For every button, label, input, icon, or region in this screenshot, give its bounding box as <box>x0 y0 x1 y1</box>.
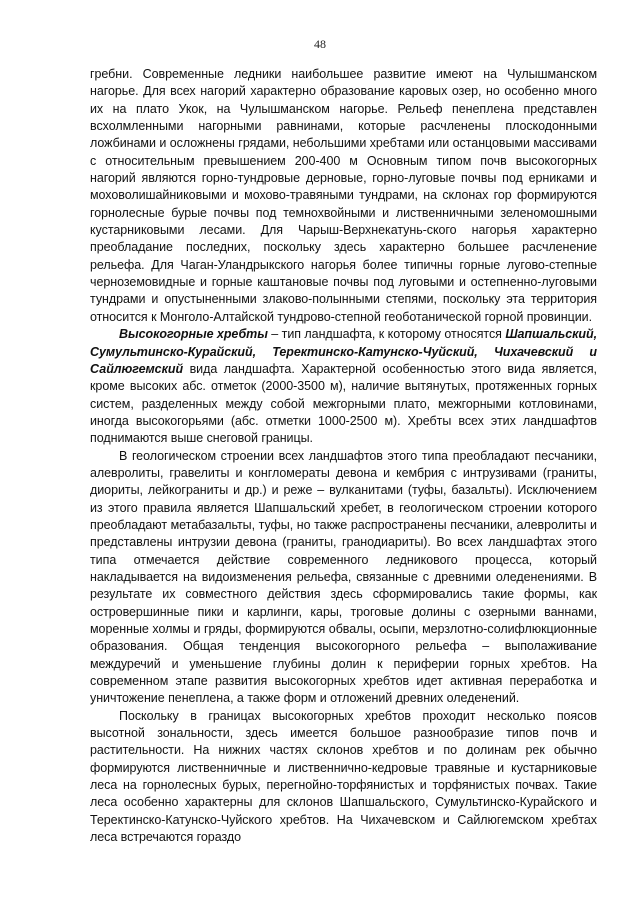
body-text <box>90 66 597 846</box>
paragraph-2 <box>90 326 597 447</box>
term-high-mountain-ridges: Высокогорные хребты <box>119 327 268 342</box>
ridge-names: Шапшальский, Сумультинско-Курайский, Теректинско-Катунско-Чуйский, Чихачевский и Сайлюгемский <box>90 327 597 376</box>
paragraph-1: гребни. Современные ледники наибольшее развитие имеют на Чулышманском нагорье. Для всех нагорий характерно образование каровых озер, но особенно много их на плато Укок, на Чулышманском нагорье. Рельеф пенеплена представлен всхолмленными нагорными равнинами, которые расчленены плоскодонными ложбинами и осложнены грядами, небольшими хребтами или останцовыми массивами с относительным превышением 200-400 м Основным типом почв высокогорных нагорий являются горно-тундровые дерновые, горно-луговые почвы под ерниками и моховолишайниковыми и мохово-травяными тундрами, на склонах гор формируются горнолесные бурые почвы под темнохвойными и лиственничными зеленомошными кустарниковыми лесами. Для Чарыш-Верхнекатунь-ского нагорья характерно преобладание последних, поскольку здесь характерно большее расчленение рельефа. Для Чаган-Уландрыкского нагорья более типичны горные лугово-степные черноземовидные и горные каштановые почвы под луговыми и остепненно-луговыми тундрами и опустыненными злаково-полынными степями, поскольку эта территория относится к Монголо-Алтайской тундрово-степной геоботанической горной провинции. <box>90 67 597 324</box>
paragraph-3: В геологическом строении всех ландшафтов этого типа преобладают песчаники, алевролиты, гравелиты и конгломераты девона и кембрия с интрузивами (граниты, диориты, лейкограниты и др.) и реже – вулканитами (туфы, базальты). Исключением из этого правила является Шапшальский хребет, в геологическом строении которого преобладают метабазальты, туфы, но также распространены песчаники, алевролиты и представлены интрузии девона (граниты, гранодиариты). Во всех ландшафтах этого типа отмечается действие современного ледникового процесса, который накладывается на видоизменения рельефа, связанные с древними оледенениями. В результате их совместного действия здесь сформировались такие формы, как островершинные пики и карлинги, кары, троговые долины с озерными ваннами, моренные холмы и гряды, формируются обвалы, осыпи, мерзлотно-солифлюкционные образования. Общая тенденция высокогорного рельефа – выполаживание междуречий и уменьшение глубины долин к периферии горных хребтов. На современном этапе развития высокогорных хребтов идет активная переработка и уничтожение пенеплена, а также форм и отложений древних оледенений. <box>90 448 597 706</box>
page-number: 48 <box>314 37 326 51</box>
paragraph-2-text-b: вида ландшафта. Характерной особенностью этого вида является, кроме высоких абс. отметок (2000-3500 м), наличие вытянутых, протяженных горных систем, разделенных между собой межгорными плато, межгорными котловинами, иногда высокогорьями (абс. отметки 1000-2500 м). Хребты всех этих ландшафтов поднимаются выше снеговой границы. <box>90 361 597 446</box>
paragraph-4: Поскольку в границах высокогорных хребтов проходит несколько поясов высотной зональности, здесь имеется большое разнообразие типов почв и растительности. На нижних частях склонов хребтов и по долинам рек обычно формируются лиственничные и лиственнично-кедровые травяные и кустарниковые леса на горнолесных бурых, перегнойно-торфянистых и торфянистых почвах. Такие леса особенно характерны для склонов Шапшальского, Сумультинско-Курайского и Теректинско-Катунско-Чуйского хребтов. На Чихачевском и Сайлюгемском хребтах леса встречаются гораздо <box>90 708 597 845</box>
paragraph-2-text-a: – тип ландшафта, к которому относятся <box>267 327 506 342</box>
